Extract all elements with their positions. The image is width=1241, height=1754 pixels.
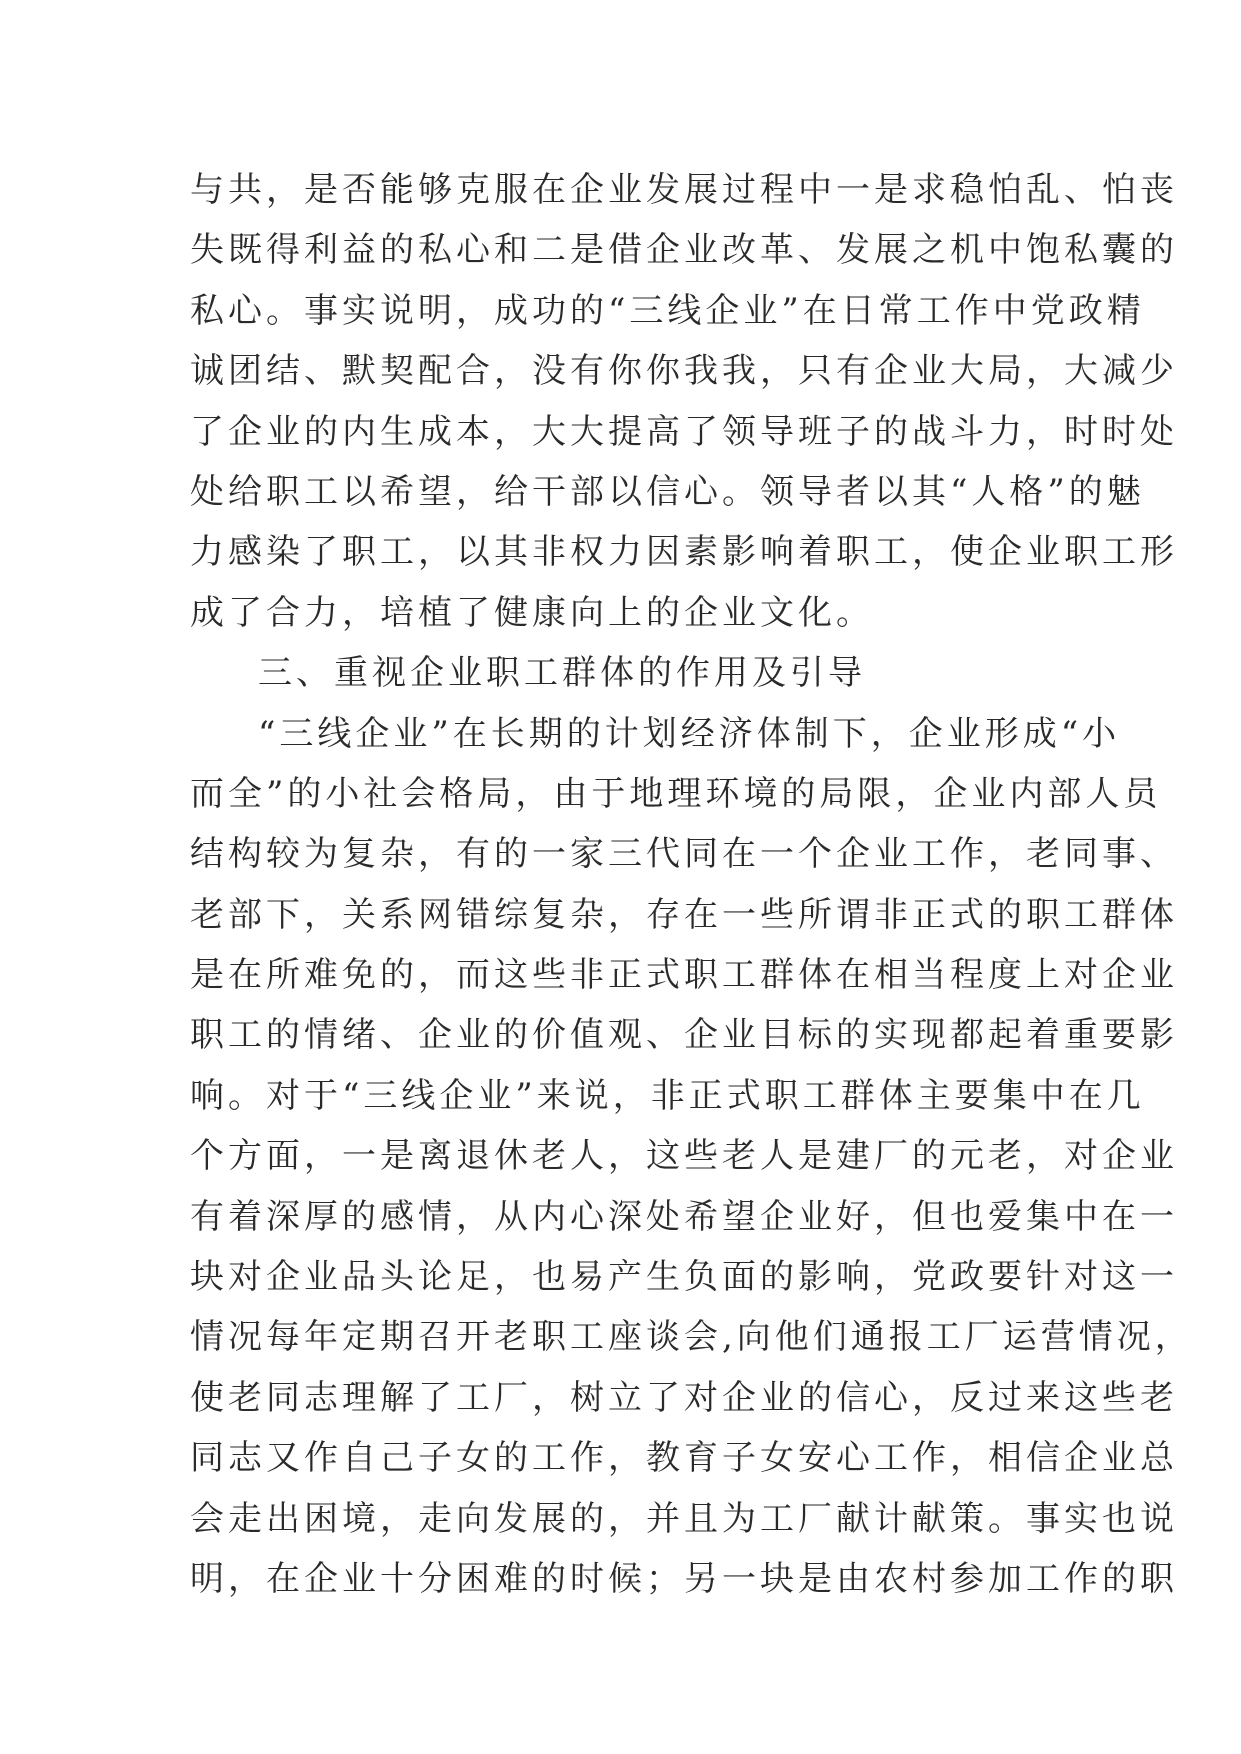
text-line: 诚团结、默契配合，没有你你我我，只有企业大局，大减少 [190,351,1178,392]
text-line: “三线企业”在长期的计划经济体制下，企业形成“小 [258,713,1121,754]
text-line: 会走出困境，走向发展的，并且为工厂献计献策。事实也说 [190,1498,1178,1539]
text-line: 情况每年定期召开老职工座谈会,向他们通报工厂运营情况， [190,1317,1193,1358]
text-line: 是在所难免的，而这些非正式职工群体在相当程度上对企业 [190,955,1178,996]
text-line: 力感染了职工，以其非权力因素影响着职工，使企业职工形 [190,532,1178,573]
text-line: 处给职工以希望，给干部以信心。领导者以其“人格”的魅 [190,471,1145,512]
text-line: 私心。事实说明，成功的“三线企业”在日常工作中党政精 [190,290,1145,331]
text-line: 职工的情绪、企业的价值观、企业目标的实现都起着重要影 [190,1015,1178,1056]
text-line: 了企业的内生成本，大大提高了领导班子的战斗力，时时处 [190,411,1178,452]
text-line: 块对企业品头论足，也易产生负面的影响，党政要针对这一 [190,1257,1178,1298]
section-heading: 三、重视企业职工群体的作用及引导 [258,653,866,694]
text-line: 失既得利益的私心和二是借企业改革、发展之机中饱私囊的 [190,230,1178,271]
body-text [190,160,1193,1609]
text-line: 成了合力，培植了健康向上的企业文化。 [190,592,874,633]
text-line: 而全”的小社会格局，由于地理环境的局限，企业内部人员 [190,773,1162,814]
text-line: 老部下，关系网错综复杂，存在一些所谓非正式的职工群体 [190,894,1178,935]
text-line: 结构较为复杂，有的一家三代同在一个企业工作，老同事、 [190,834,1178,875]
text-line: 个方面，一是离退休老人，这些老人是建厂的元老，对企业 [190,1136,1178,1177]
text-line: 响。对于“三线企业”来说，非正式职工群体主要集中在几 [190,1075,1145,1116]
text-line: 明，在企业十分困难的时候；另一块是由农村参加工作的职 [190,1558,1178,1599]
text-line: 有着深厚的感情，从内心深处希望企业好，但也爱集中在一 [190,1196,1178,1237]
text-line: 使老同志理解了工厂，树立了对企业的信心，反过来这些老 [190,1377,1178,1418]
text-line: 同志又作自己子女的工作，教育子女安心工作，相信企业总 [190,1438,1178,1479]
text-line: 与共，是否能够克服在企业发展过程中一是求稳怕乱、怕丧 [190,170,1178,210]
